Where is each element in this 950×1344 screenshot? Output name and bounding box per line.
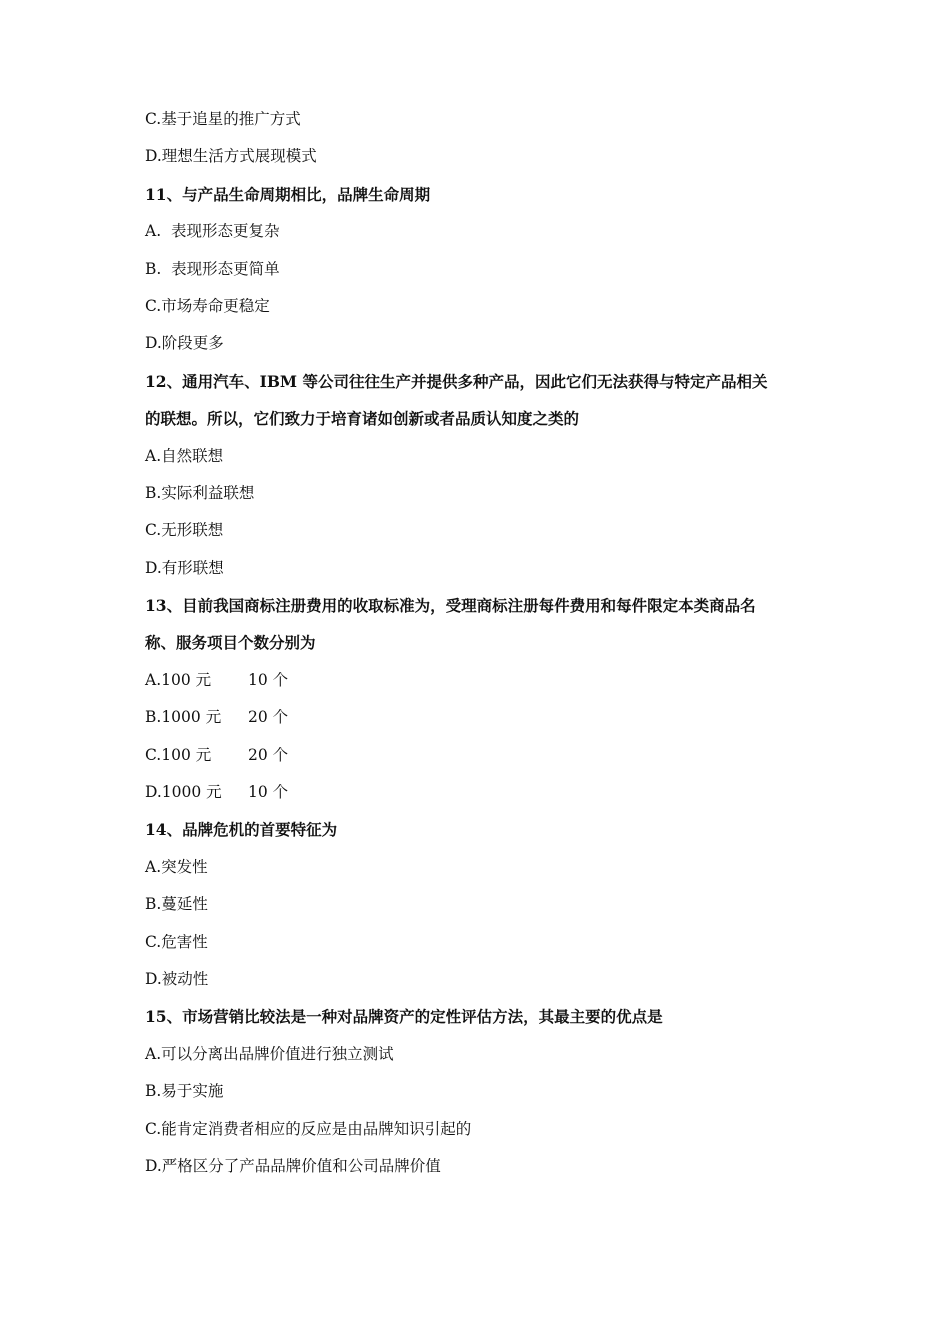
option-line — [145, 662, 825, 699]
option-count: 20 个 — [248, 745, 289, 764]
option-line: A. 表现形态更复杂 — [145, 222, 280, 241]
question-line: 13、目前我国商标注册费用的收取标准为，受理商标注册每件费用和每件限定本类商品名 — [145, 596, 756, 616]
option-line: D.严格区分了产品品牌价值和公司品牌价值 — [145, 1156, 441, 1175]
option-line: D.被动性 — [145, 969, 209, 988]
option-line: C.市场寿命更稳定 — [145, 296, 270, 315]
option-line: B. 表现形态更简单 — [145, 259, 280, 278]
option-count: 10 个 — [248, 670, 289, 689]
question-line: 12、通用汽车、IBM 等公司往往生产并提供多种产品，因此它们无法获得与特定产品相关 — [145, 371, 768, 391]
option-line: D.理想生活方式展现模式 — [145, 147, 317, 166]
option-amount: B.1000 元 — [145, 708, 222, 727]
option-amount: C.100 元 — [145, 745, 212, 764]
option-line: B.蔓延性 — [145, 895, 208, 914]
question-line: 14、品牌危机的首要特征为 — [145, 820, 338, 840]
option-line: C.危害性 — [145, 932, 208, 951]
option-amount: A.100 元 — [145, 670, 212, 689]
option-line — [145, 699, 825, 736]
question-line: 的联想。所以，它们致力于培育诸如创新或者品质认知度之类的 — [145, 409, 580, 429]
option-amount: D.1000 元 — [145, 783, 222, 802]
option-line: C.无形联想 — [145, 521, 224, 540]
option-line: D.有形联想 — [145, 558, 224, 577]
option-line: D.阶段更多 — [145, 334, 224, 353]
option-count: 10 个 — [248, 783, 289, 802]
question-line: 15、市场营销比较法是一种对品牌资产的定性评估方法，其最主要的优点是 — [145, 1007, 663, 1027]
option-line: A.可以分离出品牌价值进行独立测试 — [145, 1044, 394, 1063]
question-line: 11、与产品生命周期相比，品牌生命周期 — [145, 184, 431, 204]
option-line: C.基于追星的推广方式 — [145, 110, 301, 128]
option-line — [145, 774, 825, 811]
option-line: A.突发性 — [145, 857, 208, 876]
question-line: 称、服务项目个数分别为 — [145, 633, 316, 653]
option-line: C.能肯定消费者相应的反应是由品牌知识引起的 — [145, 1119, 472, 1138]
document-body — [145, 101, 825, 1185]
option-count: 20 个 — [248, 708, 289, 727]
option-line — [145, 737, 825, 774]
option-line: B.实际利益联想 — [145, 483, 255, 502]
option-line: B.易于实施 — [145, 1082, 224, 1101]
option-line: A.自然联想 — [145, 446, 224, 465]
